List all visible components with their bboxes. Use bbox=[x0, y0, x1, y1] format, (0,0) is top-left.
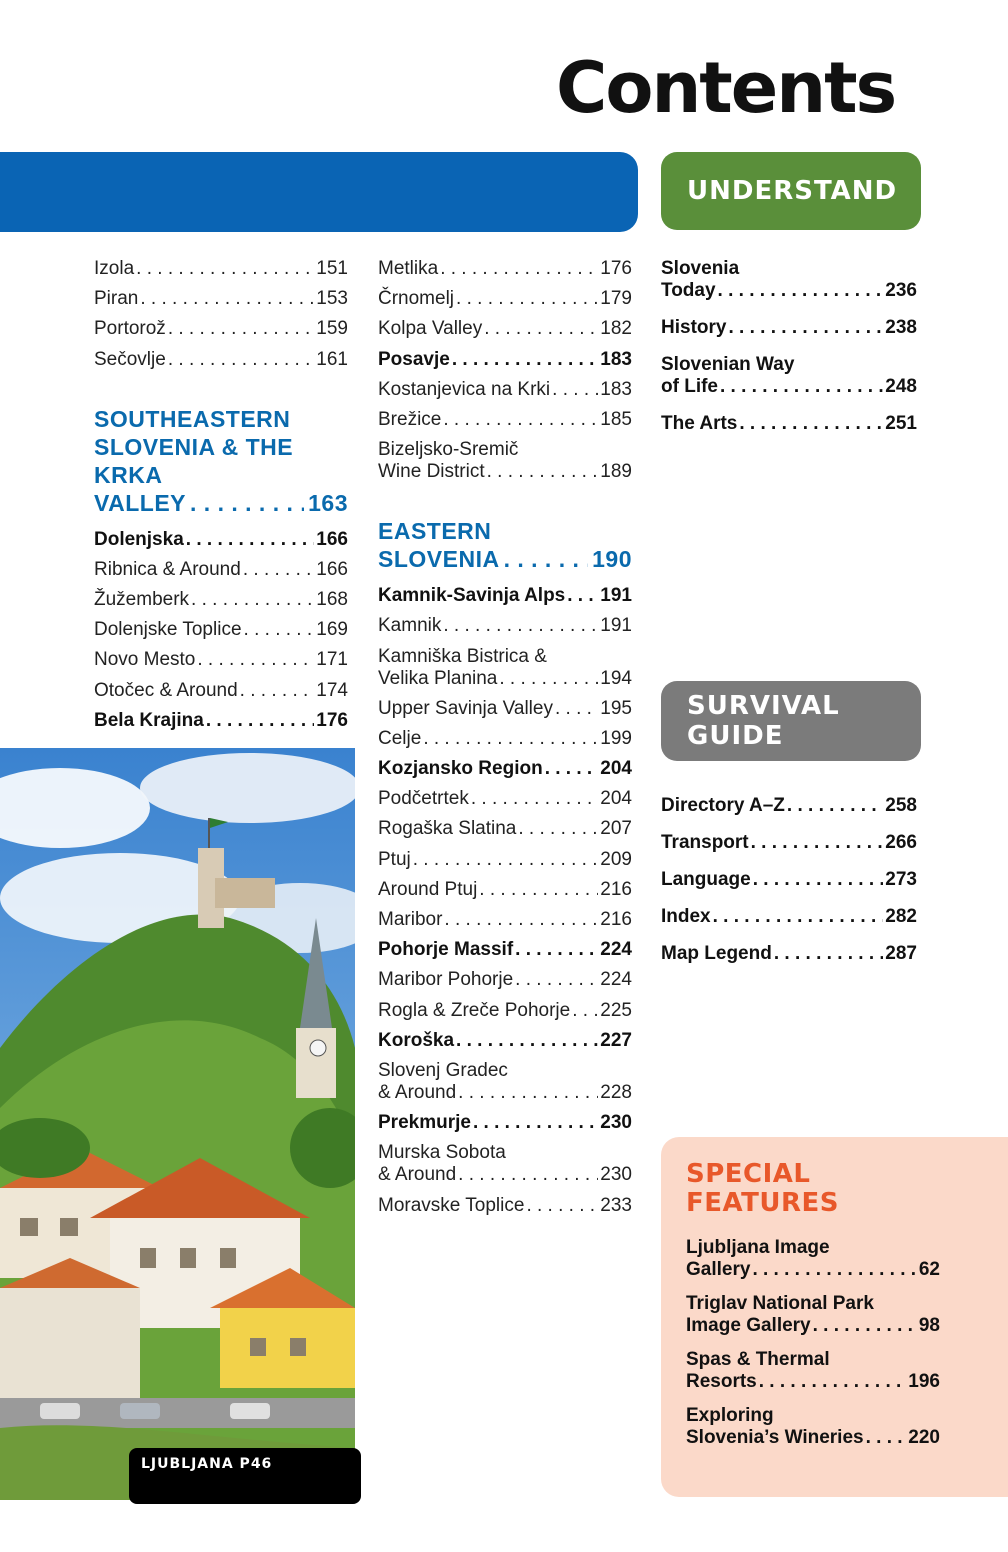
entry-name: Slovenian Way bbox=[661, 354, 795, 375]
toc-entry[interactable] bbox=[378, 646, 632, 690]
toc-entry[interactable] bbox=[378, 349, 632, 371]
toc-entry[interactable] bbox=[661, 832, 917, 854]
understand-list bbox=[661, 258, 917, 450]
entry-page: 169 bbox=[316, 619, 348, 641]
special-features-heading bbox=[686, 1160, 839, 1218]
entry-name: Izola bbox=[94, 258, 135, 279]
entry-page: 230 bbox=[600, 1164, 632, 1186]
entry-name: Kolpa Valley bbox=[378, 318, 483, 340]
section-heading-line: VALLEY bbox=[94, 489, 187, 516]
toc-entry[interactable] bbox=[378, 409, 632, 431]
entry-page: 166 bbox=[316, 528, 348, 550]
entry-name: Today bbox=[661, 280, 716, 301]
toc-entry[interactable] bbox=[378, 439, 632, 483]
toc-entry[interactable] bbox=[378, 728, 632, 750]
ljubljana-photo bbox=[0, 748, 355, 1500]
toc-entry[interactable] bbox=[378, 1060, 632, 1104]
entry-name: Kostanjevica na Krki bbox=[378, 378, 551, 400]
entry-page: 204 bbox=[600, 788, 632, 810]
toc-entry[interactable] bbox=[378, 939, 632, 961]
entry-name: & Around bbox=[378, 1081, 457, 1103]
entry-page: 174 bbox=[316, 679, 348, 701]
entry-page: 224 bbox=[600, 939, 632, 961]
entry-page: 159 bbox=[316, 318, 348, 340]
entry-page: 182 bbox=[600, 318, 632, 340]
toc-entry[interactable] bbox=[661, 869, 917, 891]
toc-entry[interactable] bbox=[378, 1000, 632, 1022]
entry-name: Velika Planina bbox=[378, 667, 498, 689]
entry-page: 179 bbox=[600, 288, 632, 310]
entry-name: Spas & Thermal bbox=[686, 1349, 830, 1370]
entry-page: 161 bbox=[316, 348, 348, 370]
entry-page: 225 bbox=[600, 999, 632, 1021]
toc-entry[interactable] bbox=[686, 1349, 940, 1393]
toc-entry[interactable] bbox=[378, 879, 632, 901]
entry-name: Pohorje Massif bbox=[378, 939, 514, 961]
entry-name: Around Ptuj bbox=[378, 878, 478, 900]
entry-page: 248 bbox=[885, 376, 917, 397]
entry-name: Črnomelj bbox=[378, 288, 455, 310]
toc-entry[interactable] bbox=[661, 413, 917, 435]
survival-tab-line2: GUIDE bbox=[687, 721, 784, 751]
entry-name: Posavje bbox=[378, 348, 450, 370]
entry-page: 168 bbox=[316, 588, 348, 610]
toc-entry[interactable] bbox=[94, 529, 348, 551]
entry-name: Kamnik-Savinja Alps bbox=[378, 585, 566, 607]
survival-guide-tab bbox=[661, 681, 921, 761]
section-color-bar bbox=[0, 152, 638, 232]
ljubljana-illustration bbox=[0, 748, 355, 1500]
entry-name: Triglav National Park bbox=[686, 1293, 874, 1314]
toc-entry[interactable] bbox=[378, 615, 632, 637]
section-heading-line: SOUTHEASTERN bbox=[94, 405, 291, 432]
entry-name: Ljubljana Image bbox=[686, 1237, 830, 1258]
entry-name: Language bbox=[661, 869, 751, 890]
entry-name: Brežice bbox=[378, 408, 442, 430]
toc-entry[interactable] bbox=[378, 258, 632, 280]
entry-name: Murska Sobota bbox=[378, 1142, 506, 1164]
special-features-list bbox=[686, 1237, 940, 1461]
contents-column-1 bbox=[94, 258, 348, 740]
entry-name: Ptuj bbox=[378, 848, 411, 870]
toc-entry[interactable] bbox=[378, 1030, 632, 1052]
entry-name: Bela Krajina bbox=[94, 709, 204, 731]
entry-page: 171 bbox=[316, 649, 348, 671]
entry-page: 195 bbox=[600, 697, 632, 719]
entry-page: 183 bbox=[600, 348, 632, 370]
entry-page: 183 bbox=[600, 378, 632, 400]
entry-page: 194 bbox=[600, 667, 632, 689]
entry-name: Ribnica & Around bbox=[94, 558, 241, 580]
entry-name: of Life bbox=[661, 376, 718, 397]
toc-entry[interactable] bbox=[94, 619, 348, 641]
toc-entry[interactable] bbox=[661, 317, 917, 339]
entry-page: 251 bbox=[885, 413, 917, 434]
entry-page: 189 bbox=[600, 461, 632, 483]
entry-page: 62 bbox=[918, 1259, 940, 1280]
entry-name: Dolenjske Toplice bbox=[94, 619, 242, 641]
entry-name: Bizeljsko-Sremič bbox=[378, 439, 519, 461]
entry-page: 209 bbox=[600, 848, 632, 870]
section-heading-eastern[interactable] bbox=[378, 517, 632, 573]
toc-entry[interactable] bbox=[378, 1195, 632, 1217]
entry-page: 273 bbox=[885, 869, 917, 890]
entry-name: Kamnik bbox=[378, 615, 442, 637]
toc-entry[interactable] bbox=[661, 943, 917, 965]
toc-entry[interactable] bbox=[378, 1142, 632, 1186]
toc-entry[interactable] bbox=[378, 849, 632, 871]
toc-entry[interactable] bbox=[378, 758, 632, 780]
entry-name: Maribor bbox=[378, 909, 443, 930]
entry-name: Transport bbox=[661, 832, 749, 853]
entry-name: Kozjansko Region bbox=[378, 758, 543, 780]
entry-page: 204 bbox=[600, 758, 632, 780]
section-page: 163 bbox=[308, 489, 348, 516]
toc-entry[interactable] bbox=[661, 906, 917, 928]
toc-entry[interactable] bbox=[94, 559, 348, 581]
entry-name: Gallery bbox=[686, 1259, 751, 1280]
entry-name: History bbox=[661, 317, 727, 338]
entry-page: 176 bbox=[316, 709, 348, 731]
toc-entry[interactable] bbox=[94, 589, 348, 611]
section-heading-southeastern[interactable] bbox=[94, 405, 348, 517]
entry-name: Map Legend bbox=[661, 943, 772, 964]
toc-entry[interactable] bbox=[378, 818, 632, 840]
entry-name: Maribor Pohorje bbox=[378, 969, 514, 991]
toc-entry[interactable] bbox=[378, 1112, 632, 1134]
entry-name: Celje bbox=[378, 727, 422, 749]
survival-guide-list bbox=[661, 795, 917, 980]
toc-entry[interactable] bbox=[94, 649, 348, 671]
entry-page: 166 bbox=[316, 558, 348, 580]
entry-page: 233 bbox=[600, 1194, 632, 1216]
entry-name: Novo Mesto bbox=[94, 649, 196, 671]
entry-name: Dolenjska bbox=[94, 528, 184, 550]
entry-page: 220 bbox=[908, 1427, 940, 1448]
entry-page: 199 bbox=[600, 727, 632, 749]
entry-page: 176 bbox=[600, 258, 632, 279]
entry-page: 258 bbox=[885, 795, 917, 816]
heading-line: FEATURES bbox=[686, 1188, 839, 1218]
entry-name: Prekmurje bbox=[378, 1112, 471, 1134]
entry-name: Rogla & Zreče Pohorje bbox=[378, 999, 571, 1021]
toc-entry[interactable] bbox=[94, 288, 348, 310]
toc-entry[interactable] bbox=[94, 318, 348, 340]
toc-entry[interactable] bbox=[378, 969, 632, 991]
toc-entry[interactable] bbox=[94, 258, 348, 280]
entry-name: Exploring bbox=[686, 1405, 774, 1426]
section-page: 190 bbox=[592, 546, 632, 573]
entry-name: Metlika bbox=[378, 258, 439, 279]
entry-page: 266 bbox=[885, 832, 917, 853]
entry-page: 191 bbox=[600, 585, 632, 607]
toc-entry[interactable] bbox=[661, 258, 917, 302]
toc-entry[interactable] bbox=[94, 349, 348, 371]
toc-entry[interactable] bbox=[378, 698, 632, 720]
entry-name: Image Gallery bbox=[686, 1315, 811, 1336]
photo-caption[interactable]: LJUBLJANA P46 bbox=[129, 1448, 361, 1504]
section-heading-line: SLOVENIA bbox=[378, 546, 500, 573]
entry-page: 196 bbox=[908, 1371, 940, 1392]
toc-entry[interactable] bbox=[661, 795, 917, 817]
entry-name: Slovenj Gradec bbox=[378, 1059, 508, 1081]
entry-name: Resorts bbox=[686, 1371, 757, 1392]
section-heading-line: EASTERN bbox=[378, 518, 492, 545]
entry-page: 238 bbox=[885, 317, 917, 338]
entry-page: 227 bbox=[600, 1029, 632, 1051]
toc-entry[interactable] bbox=[661, 354, 917, 398]
entry-name: Slovenia’s Wineries bbox=[686, 1427, 864, 1448]
toc-entry[interactable] bbox=[378, 288, 632, 310]
contents-column-2 bbox=[378, 258, 632, 1225]
toc-entry[interactable] bbox=[378, 788, 632, 810]
entry-name: Index bbox=[661, 906, 711, 927]
understand-tab: UNDERSTAND bbox=[661, 152, 921, 230]
entry-name: Kamniška Bistrica & bbox=[378, 645, 547, 667]
entry-name: Moravske Toplice bbox=[378, 1194, 525, 1216]
entry-name: Portorož bbox=[94, 318, 166, 340]
entry-name: Koroška bbox=[378, 1029, 455, 1051]
entry-page: 216 bbox=[600, 909, 632, 930]
toc-entry[interactable] bbox=[378, 585, 632, 607]
toc-entry[interactable] bbox=[378, 379, 632, 401]
entry-page: 282 bbox=[885, 906, 917, 927]
entry-name: Upper Savinja Valley bbox=[378, 697, 553, 719]
entry-name: Žužemberk bbox=[94, 588, 190, 610]
toc-entry[interactable] bbox=[378, 909, 632, 931]
entry-name: The Arts bbox=[661, 413, 738, 434]
toc-entry[interactable] bbox=[94, 710, 348, 732]
entry-page: 216 bbox=[600, 878, 632, 900]
entry-page: 224 bbox=[600, 969, 632, 991]
entry-page: 191 bbox=[600, 615, 632, 637]
survival-tab-line1: SURVIVAL bbox=[687, 691, 840, 721]
entry-page: 228 bbox=[600, 1081, 632, 1103]
entry-name: Otočec & Around bbox=[94, 679, 238, 701]
entry-page: 151 bbox=[316, 258, 348, 279]
entry-name: Directory A–Z bbox=[661, 795, 785, 816]
toc-entry[interactable] bbox=[94, 680, 348, 702]
entry-page: 287 bbox=[885, 943, 917, 964]
toc-entry[interactable] bbox=[378, 318, 632, 340]
entry-page: 185 bbox=[600, 408, 632, 430]
entry-name: Rogaška Slatina bbox=[378, 818, 517, 840]
entry-page: 98 bbox=[918, 1315, 940, 1336]
toc-entry[interactable] bbox=[686, 1293, 940, 1337]
page-title: Contents bbox=[556, 47, 896, 129]
entry-page: 153 bbox=[316, 288, 348, 310]
entry-page: 230 bbox=[600, 1112, 632, 1134]
entry-name: Podčetrtek bbox=[378, 788, 469, 810]
entry-page: 207 bbox=[600, 818, 632, 840]
heading-line: SPECIAL bbox=[686, 1159, 811, 1189]
entry-name: & Around bbox=[378, 1164, 457, 1186]
entry-name: Wine District bbox=[378, 461, 485, 483]
toc-entry[interactable] bbox=[686, 1237, 940, 1281]
entry-page: 236 bbox=[885, 280, 917, 301]
section-heading-line: SLOVENIA & THE KRKA bbox=[94, 433, 294, 488]
toc-entry[interactable] bbox=[686, 1405, 940, 1449]
entry-name: Slovenia bbox=[661, 258, 740, 279]
entry-name: Piran bbox=[94, 288, 139, 310]
entry-name: Sečovlje bbox=[94, 348, 166, 370]
